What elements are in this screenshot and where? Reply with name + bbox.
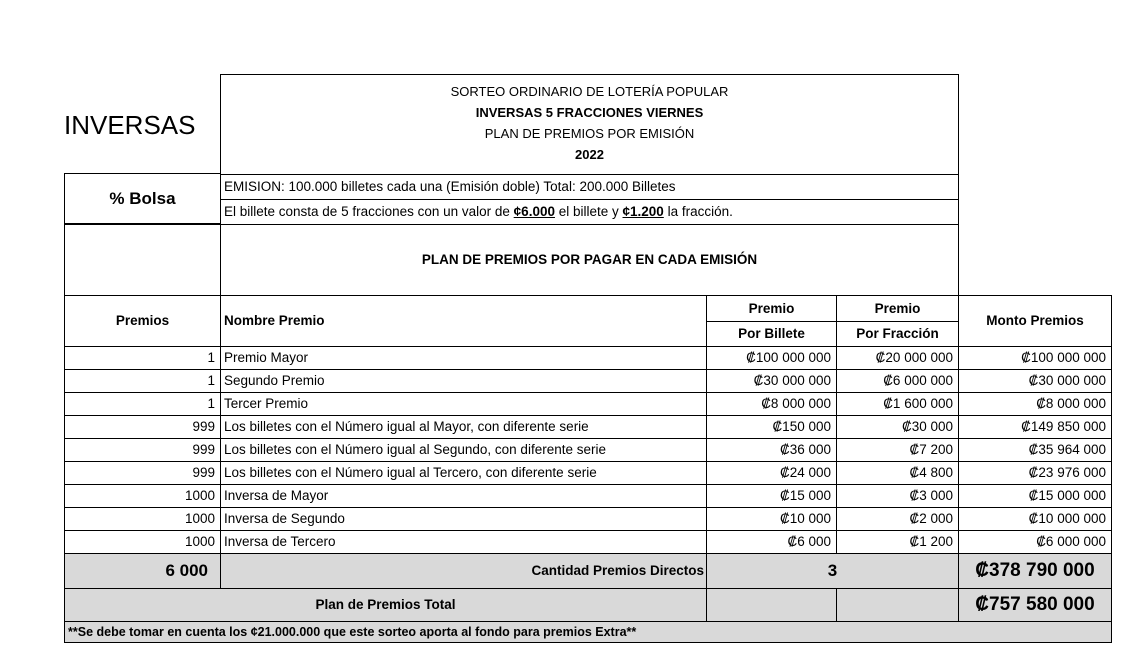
row-name: Los billetes con el Número igual al Segundo, con diferente serie (220, 438, 707, 462)
header-line-1: SORTEO ORDINARIO DE LOTERÍA POPULAR (450, 84, 729, 99)
emision-row: EMISION: 100.000 billetes cada una (Emisión doble) Total: 200.000 Billetes (220, 174, 959, 200)
billete-info-text-c: la fracción. (663, 204, 733, 219)
row-billete: ₡100 000 000 (706, 346, 837, 370)
directos-monto: ₡378 790 000 (958, 553, 1112, 589)
row-qty: 1000 (64, 484, 221, 508)
row-monto: ₡149 850 000 (958, 415, 1112, 439)
header-line-3: PLAN DE PREMIOS POR EMISIÓN (484, 126, 695, 141)
col-header-fraccion-bottom: Por Fracción (836, 321, 959, 347)
row-qty: 1000 (64, 530, 221, 554)
col-header-monto: Monto Premios (958, 295, 1112, 347)
row-monto: ₡23 976 000 (958, 461, 1112, 485)
row-qty: 1 (64, 346, 221, 370)
row-name: Inversa de Mayor (220, 484, 707, 508)
row-name: Premio Mayor (220, 346, 707, 370)
plan-title-cell (220, 224, 959, 296)
row-billete: ₡15 000 (706, 484, 837, 508)
row-monto: ₡100 000 000 (958, 346, 1112, 370)
row-qty: 999 (64, 415, 221, 439)
row-billete: ₡30 000 000 (706, 369, 837, 393)
side-title-inversas: INVERSAS (64, 110, 196, 140)
col-header-billete-bottom: Por Billete (706, 321, 837, 347)
bolsa-cell (64, 173, 221, 224)
row-name: Segundo Premio (220, 369, 707, 393)
row-billete: ₡10 000 (706, 507, 837, 531)
row-billete: ₡150 000 (706, 415, 837, 439)
row-name: Inversa de Segundo (220, 507, 707, 531)
header-year: 2022 (575, 147, 604, 162)
row-fraccion: ₡3 000 (836, 484, 959, 508)
row-fraccion: ₡4 800 (836, 461, 959, 485)
row-billete: ₡36 000 (706, 438, 837, 462)
header-block (220, 74, 959, 175)
directos-count: 3 (706, 553, 959, 589)
row-qty: 1 (64, 369, 221, 393)
row-fraccion: ₡30 000 (836, 415, 959, 439)
plan-title-left-cell (64, 224, 221, 296)
row-monto: ₡10 000 000 (958, 507, 1112, 531)
plan-total-label: Plan de Premios Total (64, 588, 707, 622)
billete-info-text-b: el billete y (554, 204, 623, 219)
row-qty: 999 (64, 438, 221, 462)
bolsa-label: % Bolsa (109, 189, 176, 208)
row-name: Los billetes con el Número igual al Mayor, con diferente serie (220, 415, 707, 439)
row-fraccion: ₡1 600 000 (836, 392, 959, 416)
row-fraccion: ₡6 000 000 (836, 369, 959, 393)
header-line-2: INVERSAS 5 FRACCIONES VIERNES (475, 105, 704, 120)
plan-total-monto: ₡757 580 000 (958, 588, 1112, 622)
row-name: Tercer Premio (220, 392, 707, 416)
row-fraccion: ₡20 000 000 (836, 346, 959, 370)
footnote: **Se debe tomar en cuenta los ¢21.000.000 que este sorteo aporta al fondo para premios Extra** (64, 621, 1112, 643)
row-qty: 999 (64, 461, 221, 485)
billete-info-text-a: El billete consta de 5 fracciones con un valor de (224, 204, 514, 219)
row-billete: ₡6 000 (706, 530, 837, 554)
directos-label: Cantidad Premios Directos (220, 553, 707, 589)
plan-title: PLAN DE PREMIOS POR PAGAR EN CADA EMISIÓN (421, 252, 758, 267)
row-name: Los billetes con el Número igual al Tercero, con diferente serie (220, 461, 707, 485)
row-monto: ₡35 964 000 (958, 438, 1112, 462)
row-fraccion: ₡7 200 (836, 438, 959, 462)
row-monto: ₡15 000 000 (958, 484, 1112, 508)
billete-value: ¢6.000 (513, 204, 555, 219)
col-header-fraccion-top: Premio (836, 295, 959, 322)
row-qty: 1 (64, 392, 221, 416)
total-qty: 6 000 (64, 553, 221, 589)
plan-total-blank-billete (706, 588, 837, 622)
fraccion-value: ¢1.200 (622, 204, 664, 219)
row-name: Inversa de Tercero (220, 530, 707, 554)
plan-total-blank-fraccion (836, 588, 959, 622)
billete-info-row (220, 199, 959, 225)
row-qty: 1000 (64, 507, 221, 531)
row-billete: ₡8 000 000 (706, 392, 837, 416)
row-billete: ₡24 000 (706, 461, 837, 485)
col-header-billete-top: Premio (706, 295, 837, 322)
row-fraccion: ₡2 000 (836, 507, 959, 531)
row-fraccion: ₡1 200 (836, 530, 959, 554)
col-header-nombre: Nombre Premio (220, 295, 707, 347)
row-monto: ₡6 000 000 (958, 530, 1112, 554)
row-monto: ₡30 000 000 (958, 369, 1112, 393)
col-header-premios: Premios (64, 295, 221, 347)
row-monto: ₡8 000 000 (958, 392, 1112, 416)
